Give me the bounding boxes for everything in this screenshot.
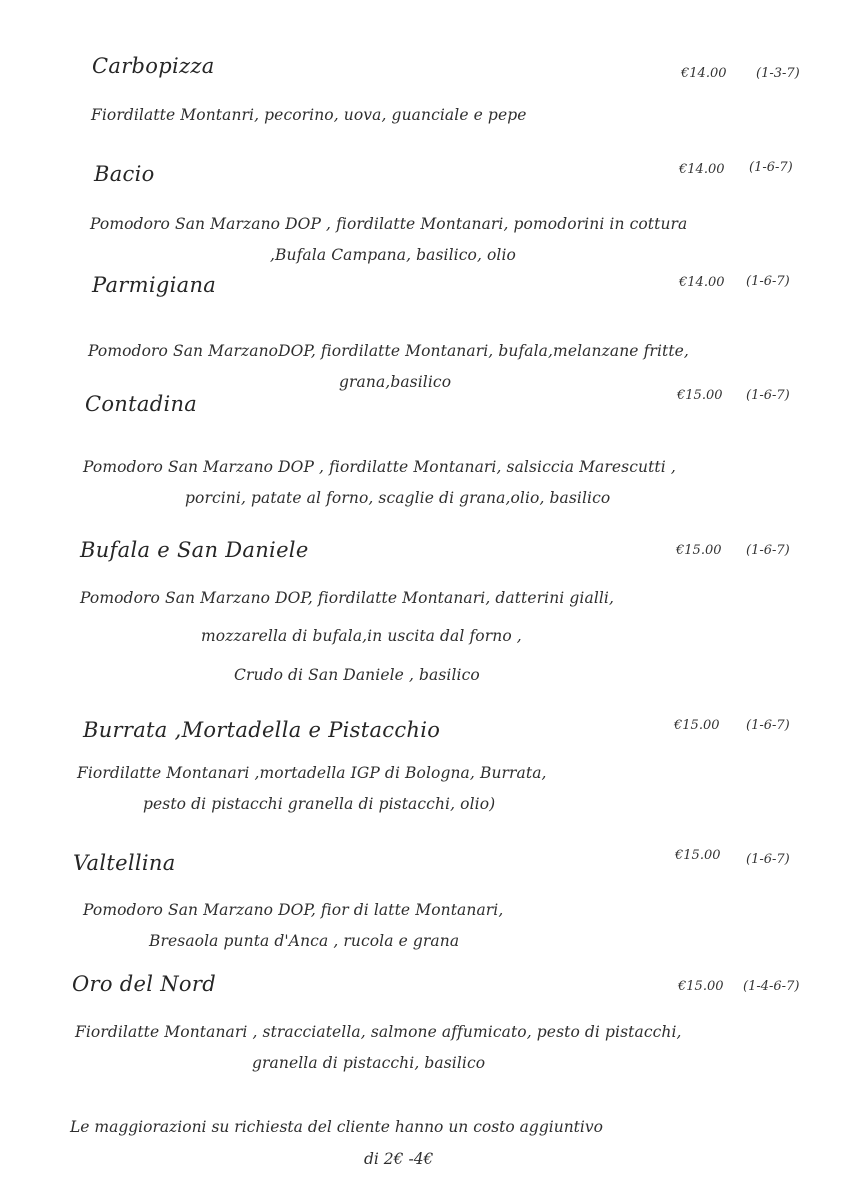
item-name: Valtellina <box>73 851 176 875</box>
item-allergens: (1-6-7) <box>746 852 790 867</box>
item-price: €15.00 <box>676 543 722 558</box>
item-name: Oro del Nord <box>72 972 216 996</box>
item-description: pesto di pistacchi granella di pistacchi, olio) <box>143 795 496 813</box>
item-description: Pomodoro San Marzano DOP, fior di latte Montanari, <box>83 901 504 919</box>
item-name: Contadina <box>85 392 198 416</box>
surcharge-note-line2: di 2€ -4€ <box>364 1150 434 1168</box>
item-price: €15.00 <box>678 979 724 994</box>
item-price: €15.00 <box>677 388 723 403</box>
item-name: Bacio <box>94 162 155 186</box>
item-allergens: (1-3-7) <box>756 66 800 81</box>
item-description: Fiordilatte Montanari , stracciatella, salmone affumicato, pesto di pistacchi, <box>75 1023 682 1041</box>
item-description: granella di pistacchi, basilico <box>252 1054 486 1072</box>
item-allergens: (1-6-7) <box>746 543 790 558</box>
item-allergens: (1-6-7) <box>746 274 790 289</box>
item-description: Pomodoro San Marzano DOP , fiordilatte Montanari, pomodorini in cottura <box>90 215 688 233</box>
item-description: ,Bufala Campana, basilico, olio <box>270 246 516 264</box>
item-name: Bufala e San Daniele <box>80 538 309 562</box>
item-description: Pomodoro San Marzano DOP, fiordilatte Montanari, datterini gialli, <box>80 589 615 607</box>
item-allergens: (1-6-7) <box>749 160 793 175</box>
item-price: €14.00 <box>679 275 725 290</box>
item-price: €14.00 <box>679 162 725 177</box>
item-name: Carbopizza <box>92 54 215 78</box>
item-allergens: (1-4-6-7) <box>743 979 800 994</box>
item-description: porcini, patate al forno, scaglie di grana,olio, basilico <box>185 489 611 507</box>
item-description: mozzarella di bufala,in uscita dal forno , <box>201 627 522 645</box>
item-description: Fiordilatte Montanri, pecorino, uova, guanciale e pepe <box>91 106 527 124</box>
item-allergens: (1-6-7) <box>746 388 790 403</box>
item-price: €15.00 <box>674 718 720 733</box>
item-name: Burrata ,Mortadella e Pistacchio <box>83 718 441 742</box>
item-allergens: (1-6-7) <box>746 718 790 733</box>
item-description: Fiordilatte Montanari ,mortadella IGP di Bologna, Burrata, <box>77 764 547 782</box>
item-description: Pomodoro San MarzanoDOP, fiordilatte Montanari, bufala,melanzane fritte, <box>88 342 689 360</box>
item-description: Crudo di San Daniele , basilico <box>234 666 480 684</box>
item-name: Parmigiana <box>92 273 217 297</box>
surcharge-note-line1: Le maggiorazioni su richiesta del cliente hanno un costo aggiuntivo <box>70 1118 603 1136</box>
item-description: Pomodoro San Marzano DOP , fiordilatte Montanari, salsiccia Marescutti , <box>83 458 676 476</box>
item-price: €14.00 <box>681 66 727 81</box>
item-description: Bresaola punta d'Anca , rucola e grana <box>149 932 460 950</box>
item-price: €15.00 <box>675 848 721 863</box>
item-description: grana,basilico <box>339 373 452 391</box>
